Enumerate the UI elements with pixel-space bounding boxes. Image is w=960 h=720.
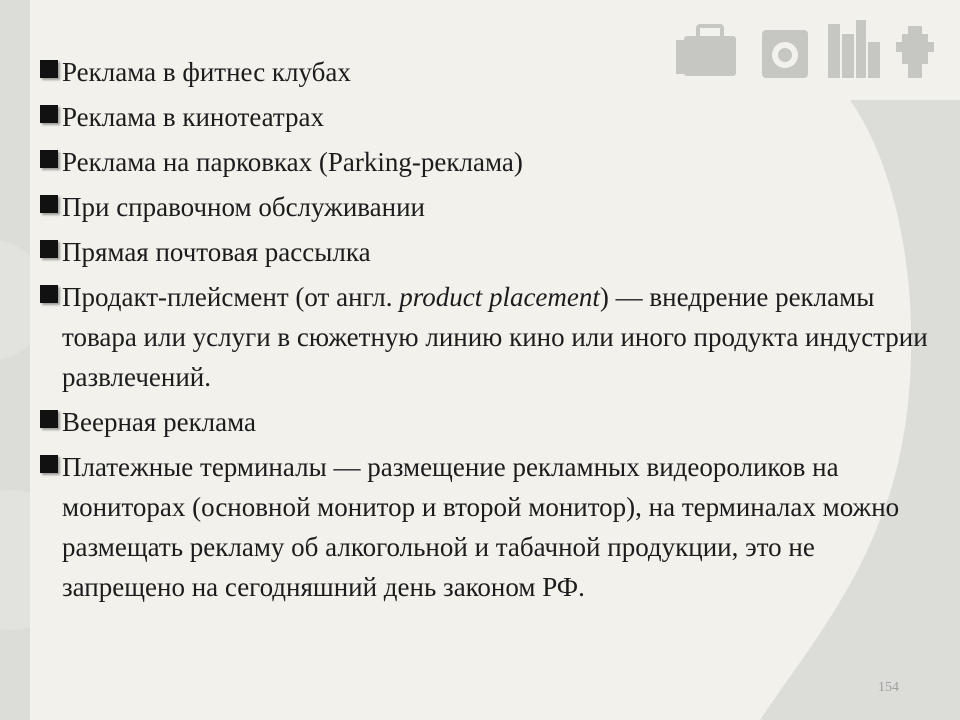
bullet-square-icon	[40, 285, 58, 303]
bullet-square-icon	[40, 150, 58, 168]
bullet-list	[36, 52, 936, 612]
bullet-item	[36, 232, 936, 272]
bullet-item	[36, 52, 936, 92]
bullet-square-icon	[40, 240, 58, 258]
bullet-item	[36, 277, 936, 397]
bullet-item	[36, 97, 936, 137]
bullet-square-icon	[40, 105, 58, 123]
bullet-text: Реклама в кинотеатрах	[62, 102, 325, 132]
bullet-text: Веерная реклама	[62, 407, 257, 437]
bullet-square-icon	[40, 455, 58, 473]
bullet-item	[36, 402, 936, 442]
bullet-text-part: Продакт-плейсмент (от англ.	[62, 282, 400, 312]
bullet-text-part: ) — внедрение рекламы товара или услуги в сюжетную линию кино или иного продукта индустрии развлечений.	[62, 282, 928, 392]
bullet-text: При справочном обслуживании	[62, 192, 425, 222]
bullet-text: Платежные терминалы — размещение рекламных видеороликов на мониторах (основной монитор и второй монитор), на терминалах можно размещать рекламу об алкогольной и табачной продукции, это не запрещено на сегодняшний день законом РФ.	[62, 452, 900, 602]
page-number: 154	[878, 680, 899, 695]
bullet-item	[36, 142, 936, 182]
bullet-item	[36, 447, 936, 607]
bullet-text: Реклама в фитнес клубах	[62, 57, 351, 87]
bullet-text-italic: product placement	[399, 282, 600, 312]
bullet-item	[36, 187, 936, 227]
bullet-square-icon	[40, 60, 58, 78]
bullet-text: Реклама на парковках (Parking-реклама)	[62, 147, 523, 177]
bullet-square-icon	[40, 410, 58, 428]
bullet-text: Прямая почтовая рассылка	[62, 237, 371, 267]
bullet-square-icon	[40, 195, 58, 213]
